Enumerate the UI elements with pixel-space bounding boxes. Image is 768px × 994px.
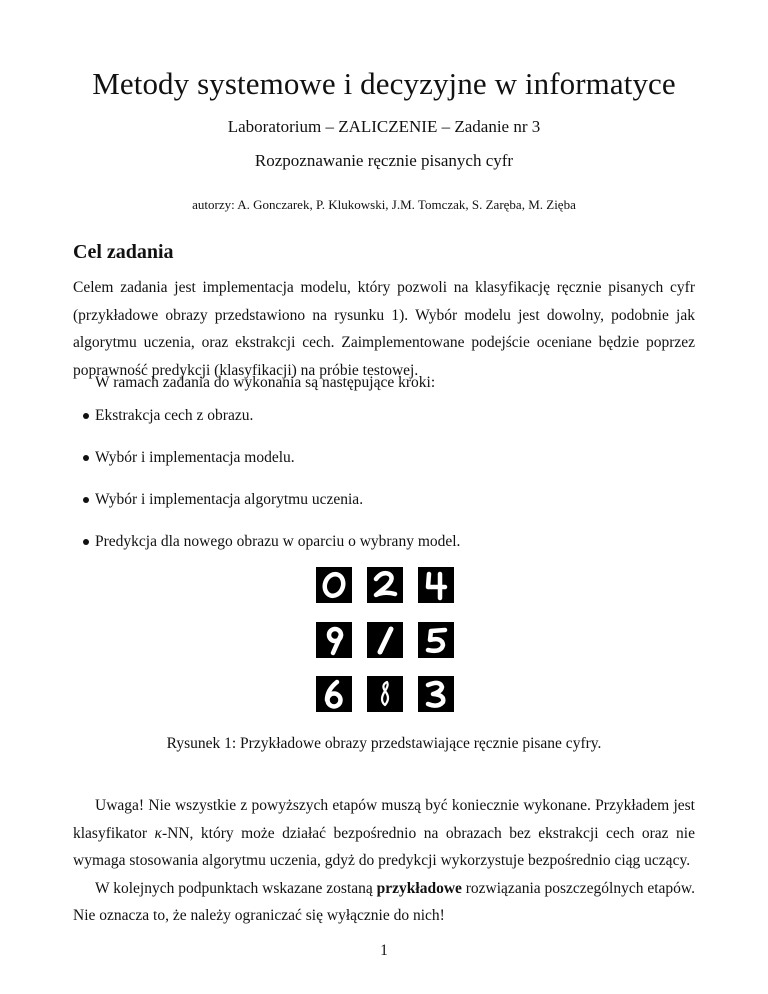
list-item-text: Wybór i implementacja modelu. [95, 449, 295, 466]
list-item [73, 528, 695, 570]
digit-image-8 [367, 676, 403, 712]
list-item-text: Ekstrakcja cech z obrazu. [95, 407, 254, 424]
next-text-bold: przykładowe [376, 879, 462, 897]
paragraph-steps-intro [73, 369, 695, 397]
figure-caption: Rysunek 1: Przykładowe obrazy przedstawiające ręcznie pisane cyfry. [166, 735, 602, 752]
digit-image-5 [418, 622, 454, 658]
list-item-text: Wybór i implementacja algorytmu uczenia. [95, 491, 364, 508]
list-item [73, 486, 695, 528]
document-topic: Rozpoznawanie ręcznie pisanych cyfr [254, 151, 514, 170]
section-heading: Cel zadania [73, 241, 174, 263]
document-subtitle: Laboratorium – ZALICZENIE – Zadanie nr 3 [227, 117, 541, 136]
digit-image-6 [316, 676, 352, 712]
next-text-2: rozwiązania poszczególnych etapów. Nie oznacza to, że należy ograniczać się wyłącznie do nich! [73, 879, 695, 924]
steps-intro-text: W ramach zadania do wykonania są następujące kroki: [95, 374, 436, 391]
note-text-1: Uwaga! Nie wszystkie z powyższych etapów muszą być koniecznie wykonane. Przykładem jest klasyfikator [73, 797, 695, 842]
paragraph-note [73, 792, 695, 930]
document-title: Metody systemowe i decyzyjne w informatyce [92, 66, 676, 101]
list-item [73, 444, 695, 486]
list-item [73, 402, 695, 444]
digit-image-1 [367, 622, 403, 658]
digit-image-0 [316, 567, 352, 603]
next-text-1: W kolejnych podpunktach wskazane zostaną [95, 879, 377, 897]
digit-image-4 [418, 567, 454, 603]
bullet-icon [83, 455, 89, 461]
list-item-text: Predykcja dla nowego obrazu w oparciu o wybrany model. [95, 533, 461, 550]
digit-image-2 [367, 567, 403, 603]
bullet-icon [83, 539, 89, 545]
note-text-2: -NN, który może działać bezpośrednio na obrazach bez ekstrakcji cech oraz nie wymaga stosowania algorytmu uczenia, gdyż do predykcji wykorzystuje bezpośrednio ciąg uczący. [73, 824, 695, 869]
document-authors: autorzy: A. Gonczarek, P. Klukowski, J.M. Tomczak, S. Zaręba, M. Zięba [192, 197, 576, 212]
page-number: 1 [380, 942, 388, 959]
steps-list [73, 402, 695, 570]
digit-image-3 [418, 676, 454, 712]
digit-image-9 [316, 622, 352, 658]
digits-figure [316, 567, 454, 712]
bullet-icon [83, 413, 89, 419]
paragraph-goal: Celem zadania jest implementacja modelu, który pozwoli na klasyfikację ręcznie pisanych cyfr (przykładowe obrazy przedstawiono na rysunku 1). Wybór modelu jest dowolny, podobnie jak algorytmu uczenia, oraz ekstrakcji cech. Zaimplementowane podejście oceniane będzie poprzez poprawność predykcji (klasyfikacji) na próbie testowej. [73, 279, 695, 379]
bullet-icon [83, 497, 89, 503]
kappa-symbol: κ [154, 824, 162, 842]
